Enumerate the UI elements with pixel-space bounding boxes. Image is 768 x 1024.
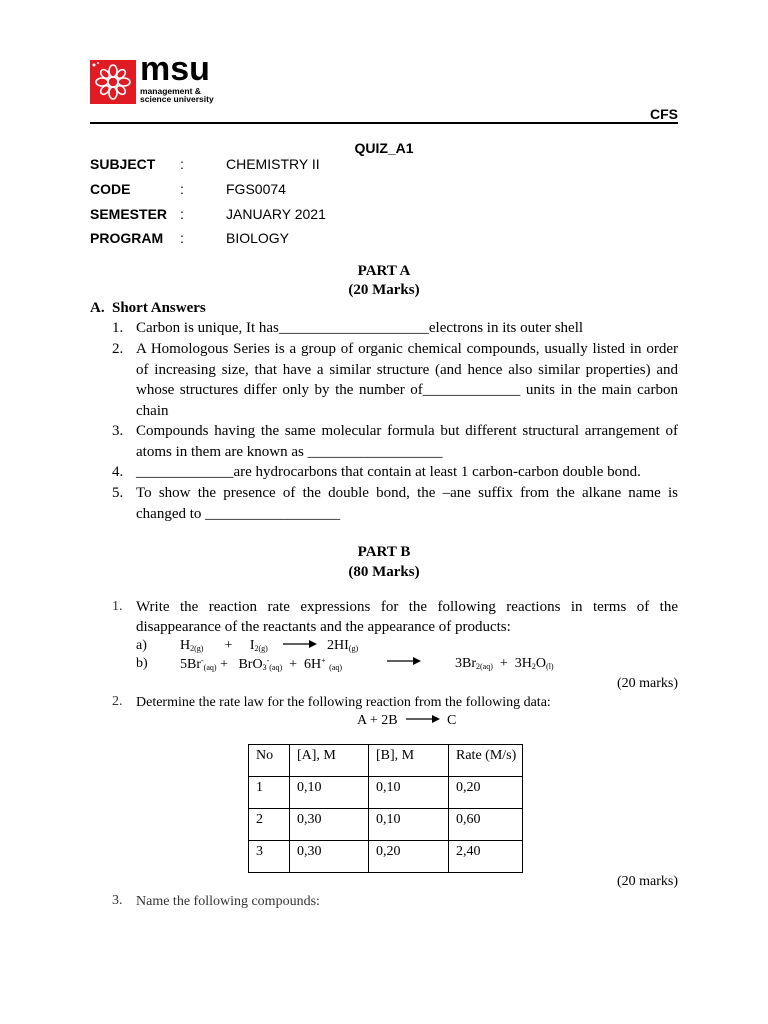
question-1-marks: (20 marks) [616,676,678,691]
question-number: 3. [112,423,124,439]
info-colon: : [180,230,184,246]
table-row [249,841,523,873]
table-cell: 2 [249,809,290,841]
info-colon: : [180,181,184,197]
rate-law-reaction-reactants: A + 2B [357,713,398,728]
part-b-marks: (80 Marks) [348,564,420,580]
part-a-marks: (20 Marks) [348,282,420,298]
table-header-row [249,745,523,777]
part-a-title: PART A [357,263,411,279]
table-cell: 0,30 [290,809,369,841]
reaction-a-product: $2HI_{(g)}$ [327,638,359,653]
part-a-question-3 [112,421,678,462]
question-text: Compounds having the same molecular formula but different structural arrangement of atoms in them are known as __________________ [136,423,678,460]
question-number: 1. [112,320,124,336]
section-title: Short Answers [112,300,206,316]
part-b-question-1-number: 1. [112,599,123,614]
table-row [249,777,523,809]
part-b-question-3-number: 3. [112,893,123,908]
info-label: SEMESTER [90,206,168,222]
part-a-question-2 [112,339,678,421]
reaction-a-label: a) [136,638,147,653]
question-number: 2. [112,341,124,357]
msu-logo [90,50,230,108]
table-header-cell: Rate (M/s) [449,745,523,777]
rate-data-table [248,744,523,873]
question-2-marks: (20 marks) [616,874,678,889]
table-cell: 0,30 [290,841,369,873]
rate-law-reaction-product: C [447,713,457,728]
question-text: Carbon is unique, It has____________________electrons in its outer shell [136,320,584,336]
part-b-question-3-text: Name the following compounds: [136,894,320,909]
reaction-b-reactants: $5Br^-_{(aq)} + BrO_3^-_{(aq)} + 6H^+$ $_{(aq)}$ [180,656,343,672]
part-a-question-4 [112,462,678,483]
table-header-cell: No [249,745,290,777]
info-value: JANUARY 2021 [226,206,326,222]
question-number: 4. [112,464,124,480]
table-cell: 0,10 [290,777,369,809]
info-label: SUBJECT [90,156,156,172]
logo-wordmark: msu [140,50,210,88]
part-b-question-2-number: 2. [112,694,123,709]
question-number: 5. [112,485,124,501]
info-value: CHEMISTRY II [226,156,320,172]
section-letter: A. [90,300,105,316]
info-value: FGS0074 [226,181,286,197]
part-b-title: PART B [357,544,411,560]
table-cell: 2,40 [449,841,523,873]
table-header-cell: [A], M [290,745,369,777]
table-cell: 0,20 [369,841,449,873]
reaction-arrow-icon [387,656,421,666]
reaction-b-products: $3Br_{2(aq)} + 3H_2O_{(l)}$ [455,656,554,671]
reaction-arrow-icon [283,639,317,649]
info-label: PROGRAM [90,230,164,246]
info-label: CODE [90,181,131,197]
table-header-cell: [B], M [369,745,449,777]
part-a-question-5 [112,483,678,524]
table-cell: 0,10 [369,777,449,809]
section-a-heading [90,300,206,317]
logo-tagline-line2: science university [140,94,214,104]
question-text: A Homologous Series is a group of organic chemical compounds, usually listed in order of increasing size, that have a similar structure (and hence also similar properties) and whose structures differ only by the number of_____________ units in the main carbon chain [136,341,678,419]
info-colon: : [180,156,184,172]
reaction-a-equation: $H_{2(g)}$ + $I_{2(g)}$ [180,638,268,653]
table-cell: 0,60 [449,809,523,841]
table-cell: 3 [249,841,290,873]
header-divider [90,122,678,124]
quiz-title: QUIZ_A1 [354,140,414,156]
reaction-b-label: b) [136,656,148,671]
msu-flower-emblem-icon [90,60,136,104]
reaction-arrow-icon [406,714,440,724]
question-text: _____________are hydrocarbons that contain at least 1 carbon-carbon double bond. [136,464,641,480]
part-b-question-2-text: Determine the rate law for the following reaction from the following data: [136,695,551,710]
info-value: BIOLOGY [226,230,290,246]
logo-tagline-line1: management & [140,86,201,96]
table-cell: 0,10 [369,809,449,841]
table-cell: 1 [249,777,290,809]
part-b-question-1-text: Write the reaction rate expressions for the following reactions in terms of the disappearance of the reactants and the appearance of products: [136,599,678,635]
info-colon: : [180,206,184,222]
question-text: To show the presence of the double bond, the –ane suffix from the alkane name is changed to __________________ [136,485,678,522]
table-cell: 0,20 [449,777,523,809]
table-row [249,809,523,841]
part-a-question-1 [112,318,678,339]
header-code: CFS [650,106,678,122]
